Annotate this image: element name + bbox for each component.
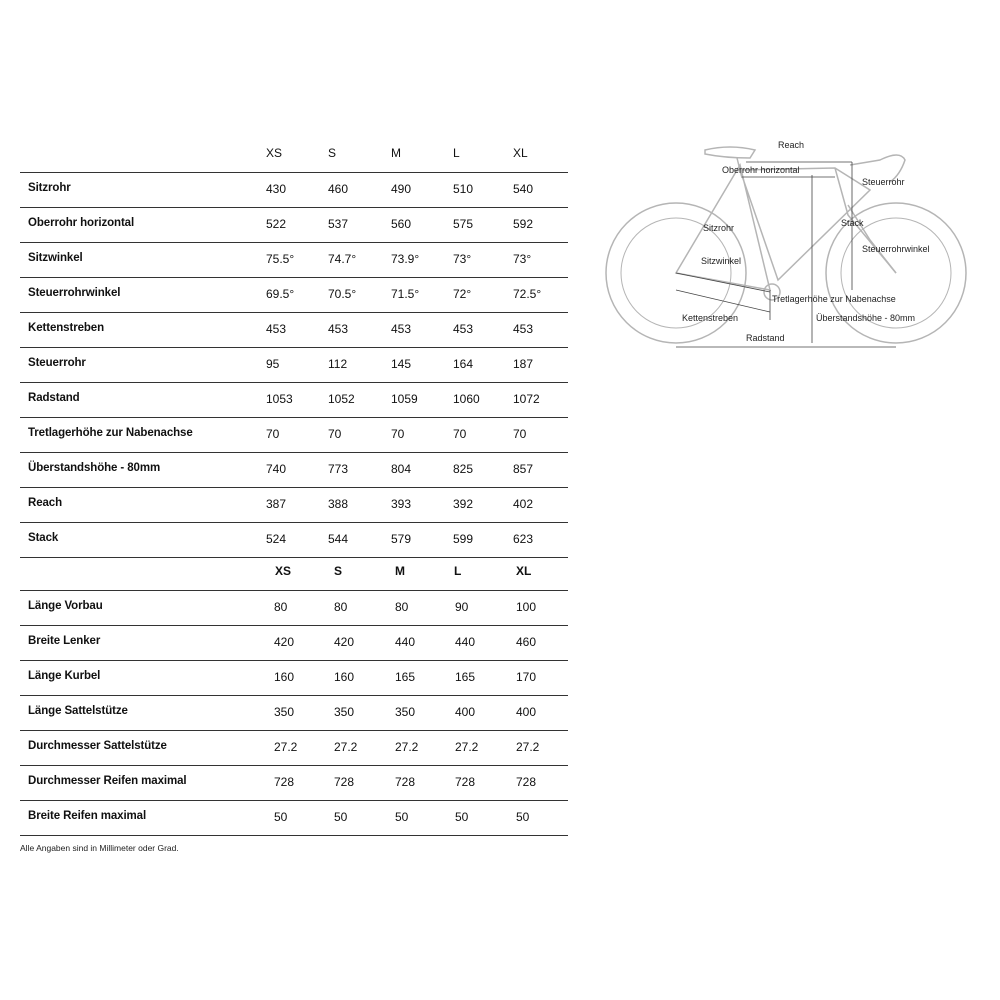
geometry-size-header — [20, 138, 568, 172]
diagram-label-tretlager: Tretlagerhöhe zur Nabenachse — [772, 294, 896, 304]
cell-value-xs: 740 — [266, 462, 287, 476]
table-row — [20, 730, 568, 765]
cell-value-xl: 50 — [516, 810, 530, 824]
table-row — [20, 382, 568, 417]
cell-value-xl: 728 — [516, 775, 537, 789]
size-header-m: M — [395, 564, 405, 578]
cell-value-xs: 453 — [266, 322, 287, 336]
cell-value-xs: 420 — [274, 635, 295, 649]
row-label: Breite Lenker — [28, 635, 101, 647]
row-label: Sitzrohr — [28, 182, 71, 194]
size-header-m: M — [391, 146, 401, 160]
cell-value-xl: 592 — [513, 217, 534, 231]
cell-value-xs: 387 — [266, 497, 287, 511]
cell-value-s: 728 — [334, 775, 355, 789]
table-row — [20, 347, 568, 382]
components-table — [20, 556, 568, 836]
size-header-xl: XL — [513, 146, 528, 160]
cell-value-l: 27.2 — [455, 740, 479, 754]
cell-value-m: 579 — [391, 532, 412, 546]
cell-value-m: 71.5° — [391, 287, 420, 301]
cell-value-m: 1059 — [391, 392, 418, 406]
size-header-xl: XL — [516, 564, 532, 578]
size-header-xs: XS — [266, 146, 283, 160]
cell-value-l: 453 — [453, 322, 474, 336]
cell-value-m: 728 — [395, 775, 416, 789]
cell-value-xs: 728 — [274, 775, 295, 789]
cell-value-s: 70.5° — [328, 287, 357, 301]
cell-value-xs: 69.5° — [266, 287, 295, 301]
row-label: Tretlagerhöhe zur Nabenachse — [28, 427, 193, 439]
cell-value-xl: 187 — [513, 357, 534, 371]
cell-value-l: 50 — [455, 810, 469, 824]
cell-value-m: 560 — [391, 217, 412, 231]
row-label: Steuerrohrwinkel — [28, 287, 121, 299]
diagram-label-oberrohr: Oberrohr horizontal — [722, 165, 800, 175]
row-label: Länge Sattelstütze — [28, 705, 128, 717]
row-label: Durchmesser Reifen maximal — [28, 775, 187, 787]
cell-value-xs: 350 — [274, 705, 295, 719]
cell-value-xl: 27.2 — [516, 740, 540, 754]
cell-value-m: 70 — [391, 427, 405, 441]
cell-value-l: 510 — [453, 182, 474, 196]
row-label: Sitzwinkel — [28, 252, 83, 264]
row-label: Kettenstreben — [28, 322, 105, 334]
cell-value-xl: 1072 — [513, 392, 540, 406]
table-row — [20, 765, 568, 800]
cell-value-xs: 50 — [274, 810, 288, 824]
cell-value-m: 804 — [391, 462, 412, 476]
size-header-xs: XS — [275, 564, 292, 578]
cell-value-s: 1052 — [328, 392, 355, 406]
row-label: Radstand — [28, 392, 80, 404]
row-label: Reach — [28, 497, 63, 509]
row-label: Durchmesser Sattelstütze — [28, 740, 167, 752]
cell-value-m: 440 — [395, 635, 416, 649]
cell-value-s: 70 — [328, 427, 342, 441]
cell-value-l: 72° — [453, 287, 472, 301]
cell-value-m: 50 — [395, 810, 409, 824]
cell-value-m: 490 — [391, 182, 412, 196]
fork — [848, 205, 896, 273]
size-header-s: S — [334, 564, 343, 578]
cell-value-xl: 623 — [513, 532, 534, 546]
cell-value-xs: 524 — [266, 532, 287, 546]
size-header-s: S — [328, 146, 337, 160]
cell-value-xs: 27.2 — [274, 740, 298, 754]
geometry-table — [20, 138, 568, 558]
row-label: Breite Reifen maximal — [28, 810, 147, 822]
table-row — [20, 800, 568, 836]
footnote: Alle Angaben sind in Millimeter oder Grad. — [20, 843, 179, 853]
cell-value-s: 50 — [334, 810, 348, 824]
cell-value-s: 27.2 — [334, 740, 358, 754]
cell-value-l: 728 — [455, 775, 476, 789]
diagram-label-sitzwinkel: Sitzwinkel — [701, 256, 742, 266]
cell-value-xl: 100 — [516, 600, 537, 614]
row-label: Steuerrohr — [28, 357, 86, 369]
cell-value-xs: 430 — [266, 182, 287, 196]
cell-value-s: 544 — [328, 532, 349, 546]
diagram-label-steuerrohrwinkel: Steuerrohrwinkel — [862, 244, 930, 254]
table-row — [20, 695, 568, 730]
cell-value-l: 165 — [455, 670, 476, 684]
row-label: Stack — [28, 532, 59, 544]
cell-value-xl: 70 — [513, 427, 527, 441]
cell-value-xl: 453 — [513, 322, 534, 336]
cell-value-l: 90 — [455, 600, 469, 614]
cell-value-xs: 75.5° — [266, 252, 295, 266]
cell-value-xl: 400 — [516, 705, 537, 719]
cell-value-l: 440 — [455, 635, 476, 649]
cell-value-l: 575 — [453, 217, 474, 231]
cell-value-m: 165 — [395, 670, 416, 684]
diagram-label-sitzrohr: Sitzrohr — [703, 223, 735, 233]
table-row — [20, 172, 568, 207]
diagram-label-radstand: Radstand — [746, 333, 785, 343]
bike-geometry-diagram — [600, 135, 980, 365]
cell-value-m: 453 — [391, 322, 412, 336]
cell-value-s: 460 — [328, 182, 349, 196]
table-row — [20, 207, 568, 242]
cell-value-xs: 70 — [266, 427, 280, 441]
diagram-label-ueberstand: Überstandshöhe - 80mm — [816, 313, 916, 323]
cell-value-m: 80 — [395, 600, 409, 614]
table-row — [20, 242, 568, 277]
row-label: Länge Kurbel — [28, 670, 101, 682]
cell-value-s: 453 — [328, 322, 349, 336]
cell-value-xl: 402 — [513, 497, 534, 511]
cell-value-s: 74.7° — [328, 252, 357, 266]
table-row — [20, 452, 568, 487]
cell-value-s: 388 — [328, 497, 349, 511]
cell-value-l: 825 — [453, 462, 474, 476]
diagram-label-stack: Stack — [841, 218, 864, 228]
cell-value-l: 70 — [453, 427, 467, 441]
cell-value-s: 112 — [328, 357, 348, 371]
cell-value-l: 400 — [455, 705, 476, 719]
saddle — [705, 147, 755, 158]
table-row — [20, 590, 568, 625]
cell-value-l: 599 — [453, 532, 474, 546]
cell-value-s: 350 — [334, 705, 355, 719]
size-header-l: L — [454, 564, 462, 578]
cell-value-xs: 160 — [274, 670, 295, 684]
diagram-label-kettenstreben: Kettenstreben — [682, 313, 739, 323]
cell-value-l: 164 — [453, 357, 474, 371]
cell-value-m: 27.2 — [395, 740, 419, 754]
cell-value-xl: 460 — [516, 635, 537, 649]
cell-value-m: 350 — [395, 705, 416, 719]
row-label: Länge Vorbau — [28, 600, 103, 612]
table-row — [20, 277, 568, 312]
diagram-label-steuerrohr: Steuerrohr — [862, 177, 905, 187]
table-row — [20, 522, 568, 558]
table-row — [20, 487, 568, 522]
cell-value-s: 420 — [334, 635, 355, 649]
size-header-l: L — [453, 146, 460, 160]
cell-value-m: 145 — [391, 357, 412, 371]
cell-value-s: 537 — [328, 217, 349, 231]
cell-value-xl: 857 — [513, 462, 534, 476]
cell-value-xl: 170 — [516, 670, 537, 684]
components-size-header — [20, 556, 568, 590]
cell-value-xl: 72.5° — [513, 287, 542, 301]
cell-value-xl: 540 — [513, 182, 534, 196]
cell-value-s: 80 — [334, 600, 348, 614]
cell-value-m: 73.9° — [391, 252, 420, 266]
table-row — [20, 312, 568, 347]
table-row — [20, 625, 568, 660]
row-label: Überstandshöhe - 80mm — [28, 462, 161, 474]
cell-value-s: 160 — [334, 670, 355, 684]
cell-value-s: 773 — [328, 462, 349, 476]
cell-value-xs: 80 — [274, 600, 288, 614]
table-row — [20, 660, 568, 695]
table-row — [20, 417, 568, 452]
cell-value-xl: 73° — [513, 252, 532, 266]
cell-value-xs: 522 — [266, 217, 287, 231]
cell-value-xs: 1053 — [266, 392, 293, 406]
cell-value-m: 393 — [391, 497, 412, 511]
diagram-label-reach: Reach — [778, 140, 805, 150]
cell-value-l: 73° — [453, 252, 472, 266]
cell-value-l: 1060 — [453, 392, 480, 406]
cell-value-xs: 95 — [266, 357, 280, 371]
row-label: Oberrohr horizontal — [28, 217, 135, 229]
cell-value-l: 392 — [453, 497, 474, 511]
